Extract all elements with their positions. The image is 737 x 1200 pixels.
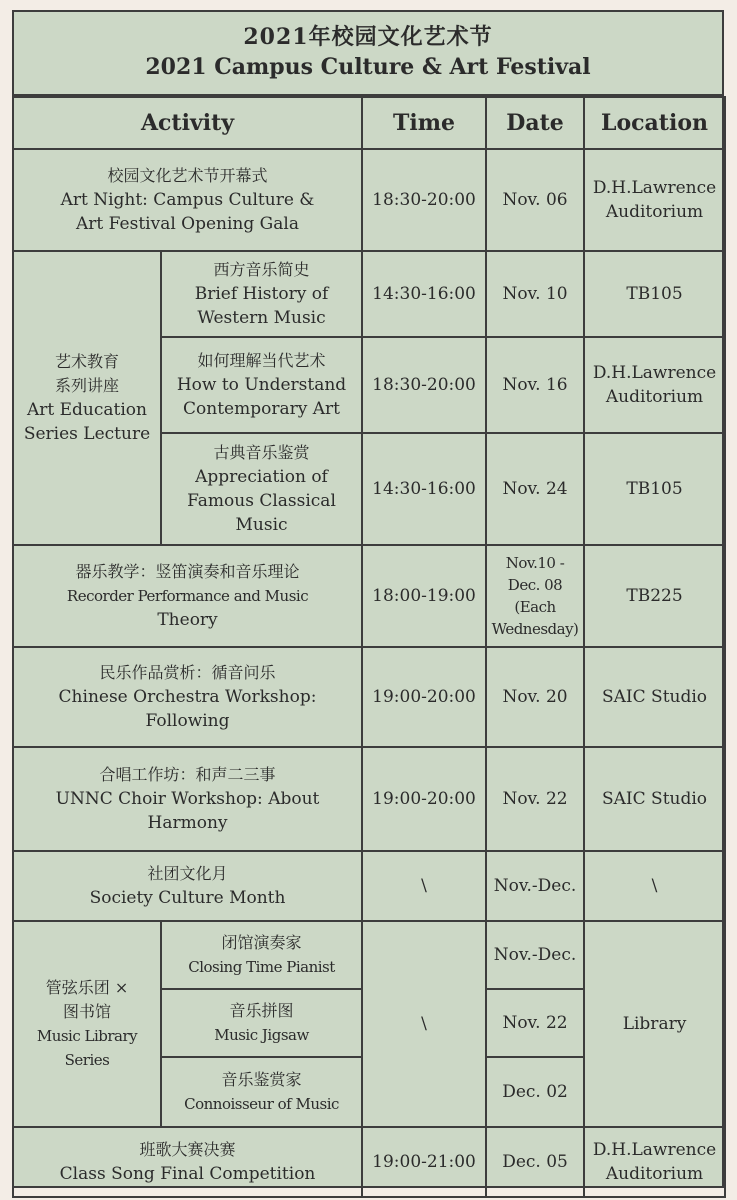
- activity-en-line: Western Music: [197, 308, 326, 328]
- header-activity: Activity: [13, 97, 362, 149]
- time-cell: 18:30-20:00: [362, 337, 486, 433]
- location-cell: Library: [584, 921, 725, 1127]
- activity-zh: 西方音乐简史: [213, 260, 310, 279]
- time-cell: 14:30-16:00: [362, 251, 486, 337]
- activity-cell: [13, 851, 362, 921]
- activity-en-line: Appreciation of: [195, 467, 328, 487]
- group-zh-line: 图书馆: [62, 1002, 111, 1021]
- schedule-table: [12, 96, 726, 1198]
- activity-zh: 器乐教学：竖笛演奏和音乐理论: [75, 562, 300, 581]
- date-cell: Nov.-Dec.: [486, 851, 584, 921]
- activity-zh: 民乐作品赏析：循音问乐: [99, 663, 276, 682]
- table-row-recorder: [13, 545, 725, 647]
- group-cell-art-education: [13, 251, 161, 545]
- activity-zh: 古典音乐鉴赏: [213, 443, 310, 462]
- activity-en-line: Art Night: Campus Culture &: [60, 190, 315, 210]
- date-line: (Each: [514, 598, 556, 616]
- activity-cell: [13, 747, 362, 851]
- group-zh-line: 艺术教育: [54, 352, 119, 371]
- date-cell: Nov. 06: [486, 149, 584, 251]
- table-row-society: [13, 851, 725, 921]
- date-cell: Nov. 22: [486, 747, 584, 851]
- group-zh-line: 管弦乐团 ×: [45, 978, 129, 997]
- activity-en-line: Theory: [157, 610, 218, 630]
- sub-activity-cell: [161, 251, 362, 337]
- activity-en-line: Art Festival Opening Gala: [76, 214, 299, 234]
- activity-en-line: Harmony: [147, 813, 228, 833]
- date-cell: Dec. 05: [486, 1127, 584, 1197]
- activity-en-line: Brief History of: [194, 284, 329, 304]
- sub-activity-cell: [161, 337, 362, 433]
- table-row-class-song: [13, 1127, 725, 1197]
- activity-zh: 音乐鉴赏家: [221, 1070, 302, 1089]
- activity-en-line: Connoisseur of Music: [184, 1095, 339, 1113]
- activity-en-line: Closing Time Pianist: [188, 958, 335, 976]
- schedule-poster: [12, 10, 724, 1188]
- date-cell: [486, 545, 584, 647]
- activity-en-line: Class Song Final Competition: [59, 1164, 316, 1184]
- date-line: Wednesday): [491, 620, 579, 638]
- time-cell: 19:00-20:00: [362, 747, 486, 851]
- date-line: Nov.10 -: [505, 554, 565, 572]
- location-line: Auditorium: [605, 387, 704, 407]
- title-chinese: 2021年校园文化艺术节: [243, 24, 493, 50]
- date-cell: Nov. 22: [486, 989, 584, 1057]
- title-block: [14, 12, 722, 96]
- location-cell: TB105: [584, 433, 725, 545]
- location-line: D.H.Lawrence: [592, 1140, 717, 1160]
- sub-activity-cell: [161, 921, 362, 989]
- activity-en-line: Famous Classical: [187, 491, 336, 511]
- location-cell: TB105: [584, 251, 725, 337]
- location-cell: [584, 1127, 725, 1197]
- location-cell: SAIC Studio: [584, 647, 725, 747]
- activity-en-line: Recorder Performance and Music: [66, 587, 309, 605]
- group-en-line: Series: [64, 1051, 110, 1069]
- time-cell: \: [362, 921, 486, 1127]
- time-cell: 19:00-21:00: [362, 1127, 486, 1197]
- location-line: Auditorium: [605, 1164, 704, 1184]
- time-cell: 18:30-20:00: [362, 149, 486, 251]
- group-en-line: Art Education: [27, 400, 147, 420]
- location-cell: [584, 149, 725, 251]
- location-line: D.H.Lawrence: [592, 363, 717, 383]
- location-cell: TB225: [584, 545, 725, 647]
- activity-en-line: Music Jigsaw: [214, 1026, 309, 1044]
- activity-zh: 如何理解当代艺术: [197, 351, 326, 370]
- date-cell: Nov.-Dec.: [486, 921, 584, 989]
- time-cell: 19:00-20:00: [362, 647, 486, 747]
- header-row: [13, 97, 725, 149]
- header-date: Date: [486, 97, 584, 149]
- location-cell: SAIC Studio: [584, 747, 725, 851]
- table-row-choir: [13, 747, 725, 851]
- sub-activity-cell: [161, 433, 362, 545]
- date-cell: Nov. 20: [486, 647, 584, 747]
- time-cell: 18:00-19:00: [362, 545, 486, 647]
- activity-en-line: Contemporary Art: [183, 399, 340, 419]
- table-row-orchestra: [13, 647, 725, 747]
- activity-en-line: Society Culture Month: [89, 888, 286, 908]
- group-zh-line: 系列讲座: [54, 376, 119, 395]
- activity-en-line: Following: [145, 711, 230, 731]
- activity-en-line: UNNC Choir Workshop: About: [55, 789, 320, 809]
- table-row-lecture-1: [13, 251, 725, 337]
- activity-cell: [13, 1127, 362, 1197]
- location-cell: [584, 337, 725, 433]
- activity-en-line: Music: [235, 515, 288, 535]
- time-cell: 14:30-16:00: [362, 433, 486, 545]
- activity-zh: 社团文化月: [147, 864, 228, 883]
- table-row-opening: [13, 149, 725, 251]
- activity-zh: 合唱工作坊：和声二三事: [99, 765, 276, 784]
- activity-en-line: Chinese Orchestra Workshop:: [58, 687, 317, 707]
- location-line: D.H.Lawrence: [592, 178, 717, 198]
- date-cell: Nov. 16: [486, 337, 584, 433]
- location-line: Auditorium: [605, 202, 704, 222]
- date-cell: Nov. 10: [486, 251, 584, 337]
- table-row-library-1: [13, 921, 725, 989]
- activity-cell: [13, 647, 362, 747]
- activity-zh: 音乐拼图: [229, 1001, 294, 1020]
- activity-en-line: How to Understand: [176, 375, 347, 395]
- sub-activity-cell: [161, 989, 362, 1057]
- title-english: 2021 Campus Culture & Art Festival: [145, 54, 591, 80]
- date-cell: Dec. 02: [486, 1057, 584, 1127]
- location-cell: \: [584, 851, 725, 921]
- activity-cell: [13, 149, 362, 251]
- activity-zh: 校园文化艺术节开幕式: [107, 166, 268, 185]
- date-line: Dec. 08: [507, 576, 563, 594]
- sub-activity-cell: [161, 1057, 362, 1127]
- activity-zh: 闭馆演奏家: [221, 933, 302, 952]
- activity-zh: 班歌大赛决赛: [139, 1140, 236, 1159]
- group-en-line: Series Lecture: [23, 424, 151, 444]
- group-en-line: Music Library: [36, 1027, 138, 1045]
- group-cell-music-library: [13, 921, 161, 1127]
- time-cell: \: [362, 851, 486, 921]
- header-time: Time: [362, 97, 486, 149]
- activity-cell: [13, 545, 362, 647]
- header-location: Location: [584, 97, 725, 149]
- date-cell: Nov. 24: [486, 433, 584, 545]
